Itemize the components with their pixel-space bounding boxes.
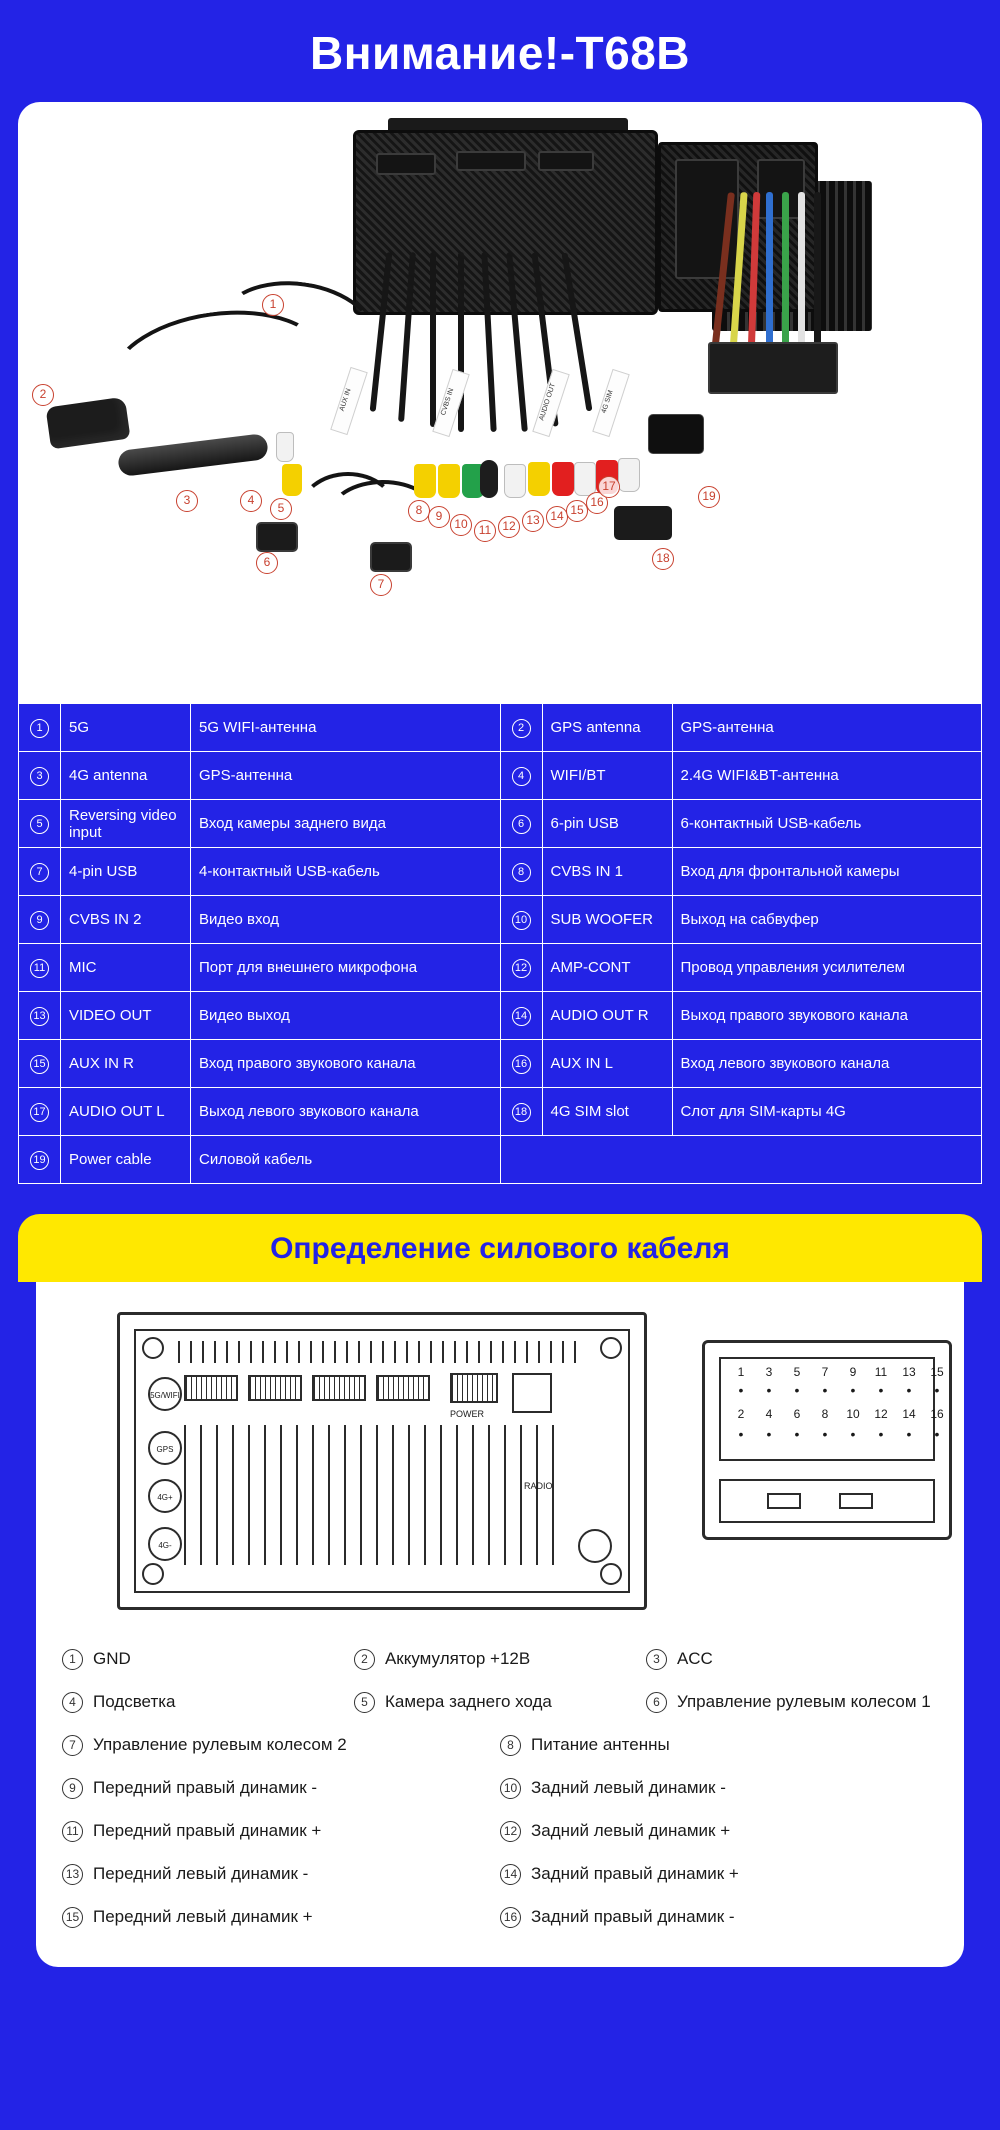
legend-key: AUDIO OUT R [542, 992, 672, 1040]
pin-dot: • [850, 1426, 856, 1442]
pin-dot: • [934, 1426, 940, 1442]
legend-empty-cell [500, 1136, 982, 1184]
pin-dot: • [738, 1382, 744, 1398]
power-connector-pinout [702, 1340, 952, 1540]
list-row [62, 1767, 938, 1810]
list-item [354, 1681, 646, 1724]
callout-11: 11 [474, 520, 496, 542]
legend-value: Порт для внешнего микрофона [191, 944, 501, 992]
pin-label: Аккумулятор +12В [384, 1649, 531, 1668]
mic-connector [480, 460, 498, 498]
callout-17: 17 [598, 476, 620, 498]
legend-key: 5G [61, 704, 191, 752]
legend-num: 17 [19, 1088, 61, 1136]
legend-num: 15 [19, 1040, 61, 1088]
table-row [19, 992, 982, 1040]
callout-5: 5 [270, 498, 292, 520]
pinout-top-numbers [727, 1365, 951, 1379]
power-pin-legend [62, 1638, 938, 1939]
legend-value: Выход левого звукового канала [191, 1088, 501, 1136]
pin-number: 16 [930, 1407, 944, 1421]
rear-connector-block-1 [376, 153, 436, 175]
callout-6: 6 [256, 552, 278, 574]
connector-socket-1 [184, 1375, 238, 1401]
pin-number: 1 [737, 1365, 745, 1379]
pin-label: Задний левый динамик - [531, 1778, 726, 1797]
radio-antenna-socket [578, 1529, 612, 1563]
latch-slot-left [767, 1493, 801, 1509]
pin-number: 4 [765, 1407, 773, 1421]
legend-num: 1 [19, 704, 61, 752]
pin-label: ACC [676, 1649, 713, 1668]
pin-label: Камера заднего хода [384, 1692, 552, 1711]
pin-number: 7 [821, 1365, 829, 1379]
list-item [62, 1638, 354, 1681]
legend-value: 4-контактный USB-кабель [191, 848, 501, 896]
legend-key: Power cable [61, 1136, 191, 1184]
legend-value: Слот для SIM-карты 4G [672, 1088, 982, 1136]
callout-9: 9 [428, 506, 450, 528]
table-row [19, 1088, 982, 1136]
chassis-screw-br [600, 1563, 622, 1585]
list-item [646, 1638, 938, 1681]
pin-number-badge: 5 [354, 1692, 375, 1713]
callout-8: 8 [408, 500, 430, 522]
pin-number: 10 [846, 1407, 860, 1421]
aux-in-r-connector [574, 462, 596, 496]
chassis-screw-tr [600, 1337, 622, 1359]
aux-socket [512, 1373, 552, 1413]
4g-antenna-bar [117, 433, 269, 477]
pin-dot: • [850, 1382, 856, 1398]
power-cable-panel [36, 1282, 964, 1967]
callout-3: 3 [176, 490, 198, 512]
pin-number-badge: 15 [62, 1907, 83, 1928]
pin-number-badge: 11 [62, 1821, 83, 1842]
legend-value: Выход правого звукового канала [672, 992, 982, 1040]
list-item [646, 1681, 938, 1724]
page-title: Внимание!-T68B [309, 27, 691, 79]
4g-sim-slot-module [648, 414, 704, 454]
list-row [62, 1681, 938, 1724]
legend-num: 18 [500, 1088, 542, 1136]
pin-label: GND [93, 1649, 131, 1668]
list-item [62, 1853, 500, 1896]
legend-value: Видео выход [191, 992, 501, 1040]
callout-13: 13 [522, 510, 544, 532]
legend-num: 7 [19, 848, 61, 896]
table-row [19, 704, 982, 752]
list-row [62, 1810, 938, 1853]
radio-socket-label: RADIO [524, 1481, 553, 1491]
connector-legend [18, 702, 982, 1184]
pin-dot: • [794, 1382, 800, 1398]
table-row [19, 1040, 982, 1088]
list-item [62, 1681, 354, 1724]
pin-number: 14 [902, 1407, 916, 1421]
pin-number-badge: 12 [500, 1821, 521, 1842]
pin-label: Управление рулевым колесом 1 [676, 1692, 931, 1711]
pinout-top-dots [727, 1382, 951, 1398]
legend-value: GPS-антенна [191, 752, 501, 800]
pin-number: 8 [821, 1407, 829, 1421]
legend-key: SUB WOOFER [542, 896, 672, 944]
callout-2: 2 [32, 384, 54, 406]
table-row [19, 848, 982, 896]
pin-number-badge: 2 [354, 1649, 375, 1670]
list-item [62, 1767, 500, 1810]
pin-dot: • [906, 1382, 912, 1398]
audio-out-r-connector [552, 462, 574, 496]
pin-number: 11 [874, 1365, 888, 1379]
legend-key: 4-pin USB [61, 848, 191, 896]
pin-number-badge: 10 [500, 1778, 521, 1799]
legend-value: 2.4G WIFI&BT-антенна [672, 752, 982, 800]
pin-number: 9 [849, 1365, 857, 1379]
callout-16: 16 [586, 492, 608, 514]
legend-value: 6-контактный USB-кабель [672, 800, 982, 848]
legend-num: 14 [500, 992, 542, 1040]
callout-12: 12 [498, 516, 520, 538]
callout-1: 1 [262, 294, 284, 316]
cable-label-2: CVBS IN [432, 369, 470, 437]
legend-num: 16 [500, 1040, 542, 1088]
table-row [19, 896, 982, 944]
pin-label: Задний правый динамик - [531, 1907, 735, 1926]
legend-key: 4G SIM slot [542, 1088, 672, 1136]
legend-key: AMP-CONT [542, 944, 672, 992]
usb-6pin-connector [256, 522, 298, 552]
antenna-port-4g-minus: 4G- [148, 1527, 182, 1561]
power-connector-plug [708, 342, 838, 394]
pin-number: 5 [793, 1365, 801, 1379]
pin-label: Подсветка [93, 1692, 176, 1711]
legend-key: 6-pin USB [542, 800, 672, 848]
pin-dot: • [906, 1426, 912, 1442]
legend-key: Reversing video input [61, 800, 191, 848]
pin-label: Задний левый динамик + [531, 1821, 731, 1840]
list-row [62, 1724, 938, 1767]
pin-label: Передний левый динамик - [93, 1864, 309, 1883]
callout-7: 7 [370, 574, 392, 596]
list-item [500, 1810, 938, 1853]
pin-number-badge: 3 [646, 1649, 667, 1670]
table-row [19, 1136, 982, 1184]
pinout-pin-area [719, 1357, 944, 1461]
pin-label: Передний правый динамик + [93, 1821, 322, 1840]
chassis-rear-drawing [117, 1312, 647, 1610]
legend-num: 5 [19, 800, 61, 848]
chassis-vent-slots [178, 1341, 578, 1363]
list-row [62, 1853, 938, 1896]
legend-key: GPS antenna [542, 704, 672, 752]
list-item [62, 1896, 500, 1939]
pin-number-badge: 1 [62, 1649, 83, 1670]
legend-num: 2 [500, 704, 542, 752]
chassis-screw-bl [142, 1563, 164, 1585]
legend-key: VIDEO OUT [61, 992, 191, 1040]
pin-dot: • [738, 1426, 744, 1442]
pin-number-badge: 16 [500, 1907, 521, 1928]
rear-connector-block-3 [538, 151, 594, 171]
legend-value: Выход на сабвуфер [672, 896, 982, 944]
legend-num: 11 [19, 944, 61, 992]
pin-number: 13 [902, 1365, 916, 1379]
legend-num: 12 [500, 944, 542, 992]
list-row [62, 1896, 938, 1939]
power-cable-section [18, 1214, 982, 1967]
list-item [354, 1638, 646, 1681]
legend-num: 10 [500, 896, 542, 944]
pin-number: 15 [930, 1365, 944, 1379]
list-item [500, 1724, 938, 1767]
legend-num: 19 [19, 1136, 61, 1184]
pin-label: Питание антенны [531, 1735, 670, 1754]
harness-wire-3 [430, 252, 436, 427]
connector-socket-4 [376, 1375, 430, 1401]
pin-number: 12 [874, 1407, 888, 1421]
legend-key: CVBS IN 2 [61, 896, 191, 944]
list-item [500, 1853, 938, 1896]
legend-key: 4G antenna [61, 752, 191, 800]
pin-number: 2 [737, 1407, 745, 1421]
antenna-port-4g-plus: 4G+ [148, 1479, 182, 1513]
pin-dot: • [822, 1426, 828, 1442]
latch-slot-right [839, 1493, 873, 1509]
pin-number-badge: 7 [62, 1735, 83, 1756]
head-unit-rear-body [353, 130, 658, 315]
table-row [19, 944, 982, 992]
pin-dot: • [934, 1382, 940, 1398]
product-photo-panel [18, 102, 982, 702]
legend-table [18, 703, 982, 1184]
legend-num: 6 [500, 800, 542, 848]
power-socket-label: POWER [450, 1409, 485, 1419]
legend-key: WIFI/BT [542, 752, 672, 800]
list-row [62, 1638, 938, 1681]
pin-number-badge: 9 [62, 1778, 83, 1799]
callout-18: 18 [652, 548, 674, 570]
pin-label: Передний левый динамик + [93, 1907, 313, 1926]
power-diagrams [62, 1304, 944, 1624]
legend-num: 4 [500, 752, 542, 800]
legend-value: Вход для фронтальной камеры [672, 848, 982, 896]
legend-num: 9 [19, 896, 61, 944]
video-out-connector [528, 462, 550, 496]
pin-dot: • [878, 1426, 884, 1442]
callout-10: 10 [450, 514, 472, 536]
audio-out-l-connector [618, 458, 640, 492]
table-row [19, 800, 982, 848]
callout-14: 14 [546, 506, 568, 528]
pinout-bottom-numbers [727, 1407, 951, 1421]
pin-number-badge: 8 [500, 1735, 521, 1756]
legend-value: Вход правого звукового канала [191, 1040, 501, 1088]
amp-cont-connector [504, 464, 526, 498]
pin-dot: • [766, 1426, 772, 1442]
list-item [62, 1724, 500, 1767]
legend-key: CVBS IN 1 [542, 848, 672, 896]
power-cable-banner-title: Определение силового кабеля [270, 1232, 730, 1265]
legend-value: GPS-антенна [672, 704, 982, 752]
pin-dot: • [766, 1382, 772, 1398]
connector-socket-2 [248, 1375, 302, 1401]
legend-value: Видео вход [191, 896, 501, 944]
legend-value: 5G WIFI-антенна [191, 704, 501, 752]
legend-key: AUX IN R [61, 1040, 191, 1088]
cable-label-1: AUX IN [330, 367, 368, 435]
pin-label: Задний правый динамик + [531, 1864, 739, 1883]
legend-value: Провод управления усилителем [672, 944, 982, 992]
legend-num: 3 [19, 752, 61, 800]
cable-label-3: AUDIO OUT [532, 369, 570, 437]
legend-key: AUX IN L [542, 1040, 672, 1088]
pin-dot: • [878, 1382, 884, 1398]
legend-num: 8 [500, 848, 542, 896]
callout-4: 4 [240, 490, 262, 512]
reversing-video-input-connector [282, 464, 302, 496]
rear-connector-block-2 [456, 151, 526, 171]
pin-number-badge: 6 [646, 1692, 667, 1713]
cvbs-in2-connector [438, 464, 460, 498]
callout-15: 15 [566, 500, 588, 522]
pin-number-badge: 14 [500, 1864, 521, 1885]
sim-module-body [614, 506, 672, 540]
table-row [19, 752, 982, 800]
pin-number-badge: 4 [62, 1692, 83, 1713]
power-cable-banner [18, 1214, 982, 1282]
power-socket [450, 1373, 498, 1403]
pinout-latch-area [719, 1479, 935, 1523]
list-item [62, 1810, 500, 1853]
antenna-port-5g-wifi: 5G/WIFI [148, 1377, 182, 1411]
list-item [500, 1896, 938, 1939]
legend-value: Вход камеры заднего вида [191, 800, 501, 848]
antenna-port-gps: GPS [148, 1431, 182, 1465]
callout-19: 19 [698, 486, 720, 508]
pin-number: 6 [793, 1407, 801, 1421]
wifi-bt-antenna-connector [276, 432, 294, 462]
pin-number-badge: 13 [62, 1864, 83, 1885]
chassis-heatsink-fins [184, 1425, 564, 1565]
legend-value: Вход левого звукового канала [672, 1040, 982, 1088]
pin-number: 3 [765, 1365, 773, 1379]
pin-label: Передний правый динамик - [93, 1778, 318, 1797]
pinout-bottom-dots [727, 1426, 951, 1442]
legend-key: AUDIO OUT L [61, 1088, 191, 1136]
list-item [500, 1767, 938, 1810]
pin-label: Управление рулевым колесом 2 [93, 1735, 347, 1754]
cvbs-in1-connector [414, 464, 436, 498]
pin-dot: • [794, 1426, 800, 1442]
pin-dot: • [822, 1382, 828, 1398]
connector-socket-3 [312, 1375, 366, 1401]
cable-label-4: 4G SIM [592, 369, 630, 437]
legend-num: 13 [19, 992, 61, 1040]
chassis-screw-tl [142, 1337, 164, 1359]
legend-value: Силовой кабель [191, 1136, 501, 1184]
legend-key: MIC [61, 944, 191, 992]
